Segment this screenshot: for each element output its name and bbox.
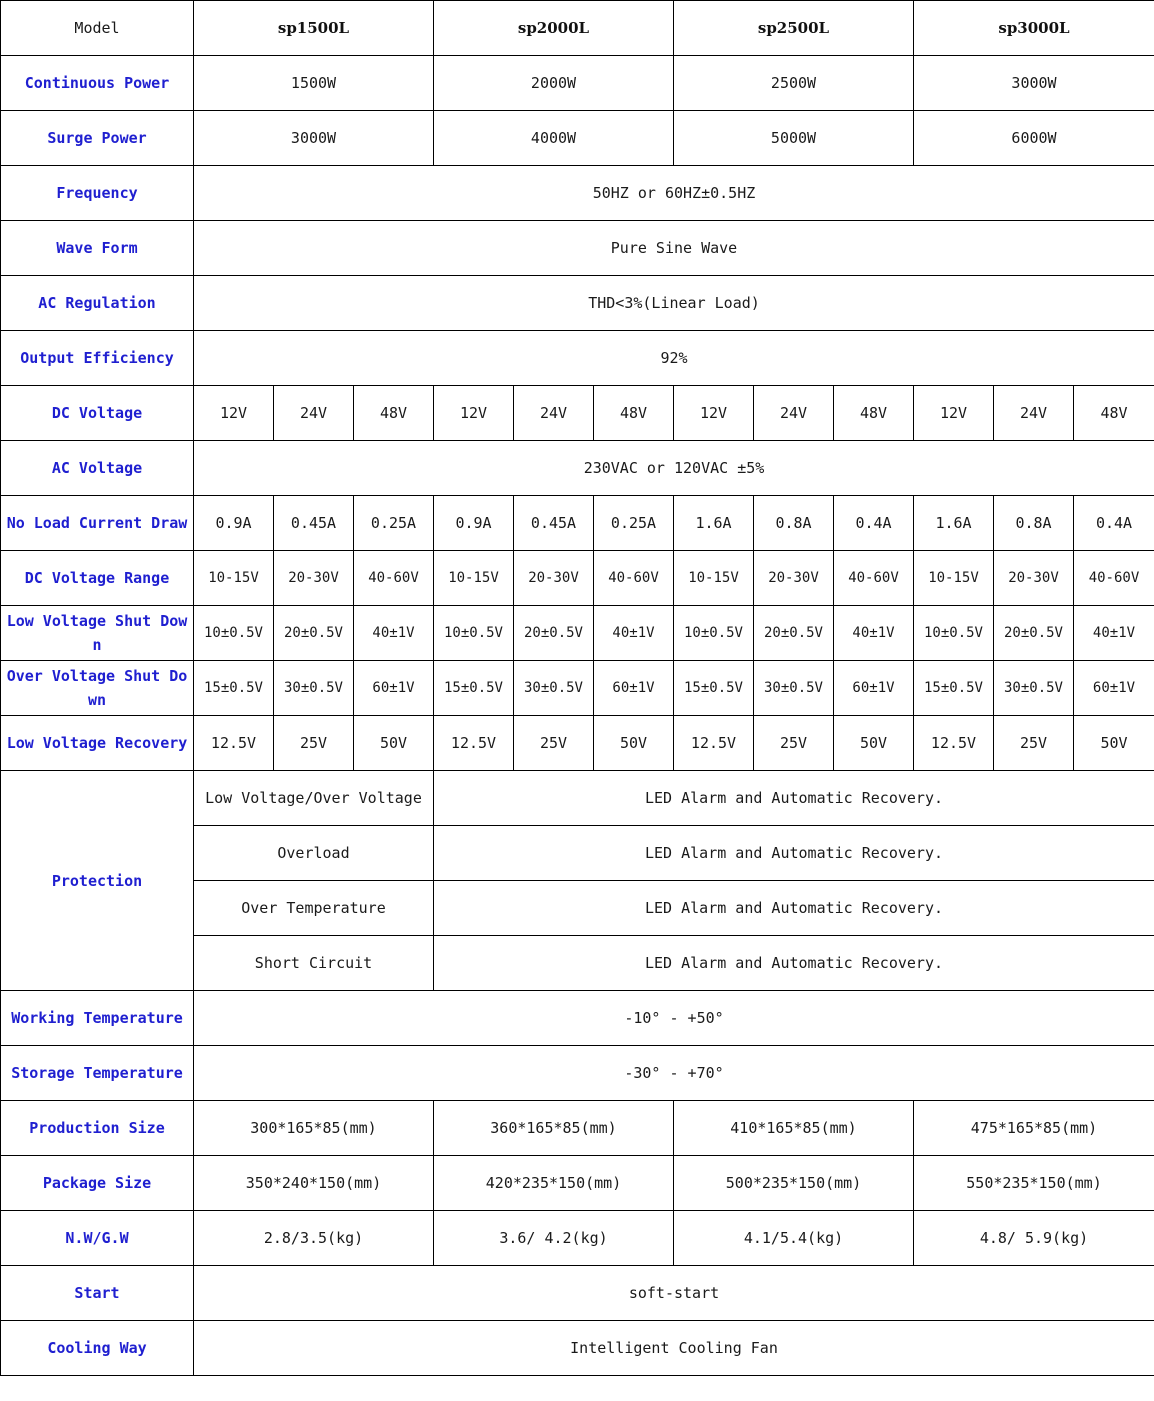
production-size-value: 410*165*85(mm) — [674, 1101, 914, 1156]
weight-label: N.W/G.W — [1, 1211, 194, 1266]
cooling-way-value: Intelligent Cooling Fan — [194, 1321, 1154, 1376]
dc-voltage-range-label: DC Voltage Range — [1, 551, 194, 606]
protection-item-name: Short Circuit — [194, 936, 434, 991]
weight-row — [1, 1211, 1154, 1266]
dc-voltage-range-cell: 40-60V — [594, 551, 674, 606]
production-size-row — [1, 1101, 1154, 1156]
surge-power-value: 3000W — [194, 111, 434, 166]
low-voltage-recovery-cell: 50V — [594, 716, 674, 771]
dc-voltage-range-cell: 20-30V — [274, 551, 354, 606]
production-size-value: 300*165*85(mm) — [194, 1101, 434, 1156]
low-voltage-recovery-cell: 50V — [1074, 716, 1154, 771]
low-voltage-recovery-cell: 25V — [274, 716, 354, 771]
dc-voltage-cell: 24V — [274, 386, 354, 441]
surge-power-value: 5000W — [674, 111, 914, 166]
start-value: soft-start — [194, 1266, 1154, 1321]
low-voltage-shutdown-cell: 10±0.5V — [194, 606, 274, 661]
no-load-current-cell: 0.9A — [194, 496, 274, 551]
dc-voltage-range-cell: 10-15V — [434, 551, 514, 606]
output-efficiency-label: Output Efficiency — [1, 331, 194, 386]
dc-voltage-range-cell: 10-15V — [674, 551, 754, 606]
over-voltage-shutdown-cell: 30±0.5V — [274, 661, 354, 716]
dc-voltage-row — [1, 386, 1154, 441]
wave-form-label: Wave Form — [1, 221, 194, 276]
low-voltage-recovery-cell: 12.5V — [914, 716, 994, 771]
package-size-value: 420*235*150(mm) — [434, 1156, 674, 1211]
low-voltage-shutdown-cell: 40±1V — [594, 606, 674, 661]
package-size-label: Package Size — [1, 1156, 194, 1211]
ac-voltage-value: 230VAC or 120VAC ±5% — [194, 441, 1154, 496]
dc-voltage-cell: 48V — [834, 386, 914, 441]
no-load-current-cell: 0.4A — [834, 496, 914, 551]
production-size-label: Production Size — [1, 1101, 194, 1156]
dc-voltage-range-cell: 20-30V — [514, 551, 594, 606]
low-voltage-shutdown-cell: 40±1V — [1074, 606, 1154, 661]
surge-power-row — [1, 111, 1154, 166]
protection-item-name: Overload — [194, 826, 434, 881]
model-row — [1, 1, 1154, 56]
wave-form-value: Pure Sine Wave — [194, 221, 1154, 276]
weight-value: 3.6/ 4.2(kg) — [434, 1211, 674, 1266]
dc-voltage-cell: 12V — [674, 386, 754, 441]
protection-row — [1, 771, 1154, 826]
continuous-power-value: 2500W — [674, 56, 914, 111]
low-voltage-shutdown-cell: 20±0.5V — [274, 606, 354, 661]
low-voltage-recovery-row — [1, 716, 1154, 771]
frequency-row — [1, 166, 1154, 221]
over-voltage-shutdown-cell: 15±0.5V — [194, 661, 274, 716]
continuous-power-row — [1, 56, 1154, 111]
storage-temperature-row — [1, 1046, 1154, 1101]
protection-item-value: LED Alarm and Automatic Recovery. — [434, 826, 1154, 881]
dc-voltage-label: DC Voltage — [1, 386, 194, 441]
ac-regulation-value: THD<3%(Linear Load) — [194, 276, 1154, 331]
low-voltage-shutdown-cell: 40±1V — [834, 606, 914, 661]
output-efficiency-value: 92% — [194, 331, 1154, 386]
protection-item-value: LED Alarm and Automatic Recovery. — [434, 936, 1154, 991]
surge-power-label: Surge Power — [1, 111, 194, 166]
dc-voltage-range-cell: 40-60V — [1074, 551, 1154, 606]
dc-voltage-range-cell: 10-15V — [194, 551, 274, 606]
protection-item-value: LED Alarm and Automatic Recovery. — [434, 881, 1154, 936]
over-voltage-shutdown-cell: 60±1V — [594, 661, 674, 716]
over-voltage-shutdown-cell: 60±1V — [354, 661, 434, 716]
no-load-current-cell: 0.8A — [754, 496, 834, 551]
dc-voltage-cell: 12V — [914, 386, 994, 441]
surge-power-value: 4000W — [434, 111, 674, 166]
frequency-value: 50HZ or 60HZ±0.5HZ — [194, 166, 1154, 221]
dc-voltage-cell: 24V — [514, 386, 594, 441]
storage-temperature-label: Storage Temperature — [1, 1046, 194, 1101]
dc-voltage-cell: 24V — [994, 386, 1074, 441]
low-voltage-recovery-cell: 50V — [354, 716, 434, 771]
continuous-power-label: Continuous Power — [1, 56, 194, 111]
model-label: Model — [1, 1, 194, 56]
output-efficiency-row — [1, 331, 1154, 386]
low-voltage-shutdown-cell: 10±0.5V — [674, 606, 754, 661]
low-voltage-shutdown-cell: 10±0.5V — [434, 606, 514, 661]
package-size-row — [1, 1156, 1154, 1211]
production-size-value: 475*165*85(mm) — [914, 1101, 1154, 1156]
over-voltage-shutdown-cell: 15±0.5V — [914, 661, 994, 716]
dc-voltage-cell: 12V — [434, 386, 514, 441]
no-load-current-cell: 0.45A — [274, 496, 354, 551]
production-size-value: 360*165*85(mm) — [434, 1101, 674, 1156]
no-load-current-cell: 0.9A — [434, 496, 514, 551]
low-voltage-shutdown-cell: 20±0.5V — [994, 606, 1074, 661]
protection-item-name: Low Voltage/Over Voltage — [194, 771, 434, 826]
over-voltage-shutdown-label: Over Voltage Shut Down — [1, 661, 194, 716]
no-load-current-cell: 0.4A — [1074, 496, 1154, 551]
model-sp3000l: sp3000L — [914, 1, 1154, 56]
dc-voltage-range-cell: 40-60V — [834, 551, 914, 606]
working-temperature-value: -10° - +50° — [194, 991, 1154, 1046]
no-load-current-cell: 0.45A — [514, 496, 594, 551]
weight-value: 4.8/ 5.9(kg) — [914, 1211, 1154, 1266]
continuous-power-value: 1500W — [194, 56, 434, 111]
ac-regulation-row — [1, 276, 1154, 331]
low-voltage-recovery-cell: 25V — [994, 716, 1074, 771]
low-voltage-recovery-label: Low Voltage Recovery — [1, 716, 194, 771]
ac-voltage-row — [1, 441, 1154, 496]
low-voltage-shutdown-cell: 20±0.5V — [754, 606, 834, 661]
protection-item-name: Over Temperature — [194, 881, 434, 936]
package-size-value: 550*235*150(mm) — [914, 1156, 1154, 1211]
no-load-current-cell: 1.6A — [914, 496, 994, 551]
continuous-power-value: 2000W — [434, 56, 674, 111]
no-load-current-label: No Load Current Draw — [1, 496, 194, 551]
dc-voltage-cell: 12V — [194, 386, 274, 441]
wave-form-row — [1, 221, 1154, 276]
no-load-current-cell: 0.8A — [994, 496, 1074, 551]
no-load-current-cell: 0.25A — [594, 496, 674, 551]
no-load-current-cell: 0.25A — [354, 496, 434, 551]
dc-voltage-cell: 48V — [1074, 386, 1154, 441]
low-voltage-shutdown-cell: 10±0.5V — [914, 606, 994, 661]
start-label: Start — [1, 1266, 194, 1321]
weight-value: 4.1/5.4(kg) — [674, 1211, 914, 1266]
package-size-value: 350*240*150(mm) — [194, 1156, 434, 1211]
model-sp2000l: sp2000L — [434, 1, 674, 56]
low-voltage-recovery-cell: 12.5V — [194, 716, 274, 771]
low-voltage-recovery-cell: 50V — [834, 716, 914, 771]
low-voltage-shutdown-row — [1, 606, 1154, 661]
cooling-way-row — [1, 1321, 1154, 1376]
weight-value: 2.8/3.5(kg) — [194, 1211, 434, 1266]
ac-voltage-label: AC Voltage — [1, 441, 194, 496]
working-temperature-label: Working Temperature — [1, 991, 194, 1046]
dc-voltage-cell: 24V — [754, 386, 834, 441]
low-voltage-recovery-cell: 25V — [514, 716, 594, 771]
cooling-way-label: Cooling Way — [1, 1321, 194, 1376]
dc-voltage-range-cell: 10-15V — [914, 551, 994, 606]
dc-voltage-cell: 48V — [354, 386, 434, 441]
storage-temperature-value: -30° - +70° — [194, 1046, 1154, 1101]
low-voltage-recovery-cell: 25V — [754, 716, 834, 771]
over-voltage-shutdown-cell: 15±0.5V — [434, 661, 514, 716]
over-voltage-shutdown-cell: 30±0.5V — [754, 661, 834, 716]
low-voltage-recovery-cell: 12.5V — [674, 716, 754, 771]
ac-regulation-label: AC Regulation — [1, 276, 194, 331]
low-voltage-recovery-cell: 12.5V — [434, 716, 514, 771]
dc-voltage-cell: 48V — [594, 386, 674, 441]
dc-voltage-range-cell: 20-30V — [754, 551, 834, 606]
dc-voltage-range-cell: 40-60V — [354, 551, 434, 606]
model-sp1500l: sp1500L — [194, 1, 434, 56]
no-load-current-row — [1, 496, 1154, 551]
protection-label: Protection — [1, 771, 194, 991]
over-voltage-shutdown-row — [1, 661, 1154, 716]
package-size-value: 500*235*150(mm) — [674, 1156, 914, 1211]
frequency-label: Frequency — [1, 166, 194, 221]
no-load-current-cell: 1.6A — [674, 496, 754, 551]
continuous-power-value: 3000W — [914, 56, 1154, 111]
low-voltage-shutdown-cell: 40±1V — [354, 606, 434, 661]
surge-power-value: 6000W — [914, 111, 1154, 166]
low-voltage-shutdown-label: Low Voltage Shut Down — [1, 606, 194, 661]
protection-item-value: LED Alarm and Automatic Recovery. — [434, 771, 1154, 826]
low-voltage-shutdown-cell: 20±0.5V — [514, 606, 594, 661]
over-voltage-shutdown-cell: 60±1V — [1074, 661, 1154, 716]
over-voltage-shutdown-cell: 15±0.5V — [674, 661, 754, 716]
model-sp2500l: sp2500L — [674, 1, 914, 56]
start-row — [1, 1266, 1154, 1321]
dc-voltage-range-cell: 20-30V — [994, 551, 1074, 606]
over-voltage-shutdown-cell: 30±0.5V — [994, 661, 1074, 716]
dc-voltage-range-row — [1, 551, 1154, 606]
over-voltage-shutdown-cell: 60±1V — [834, 661, 914, 716]
over-voltage-shutdown-cell: 30±0.5V — [514, 661, 594, 716]
working-temperature-row — [1, 991, 1154, 1046]
